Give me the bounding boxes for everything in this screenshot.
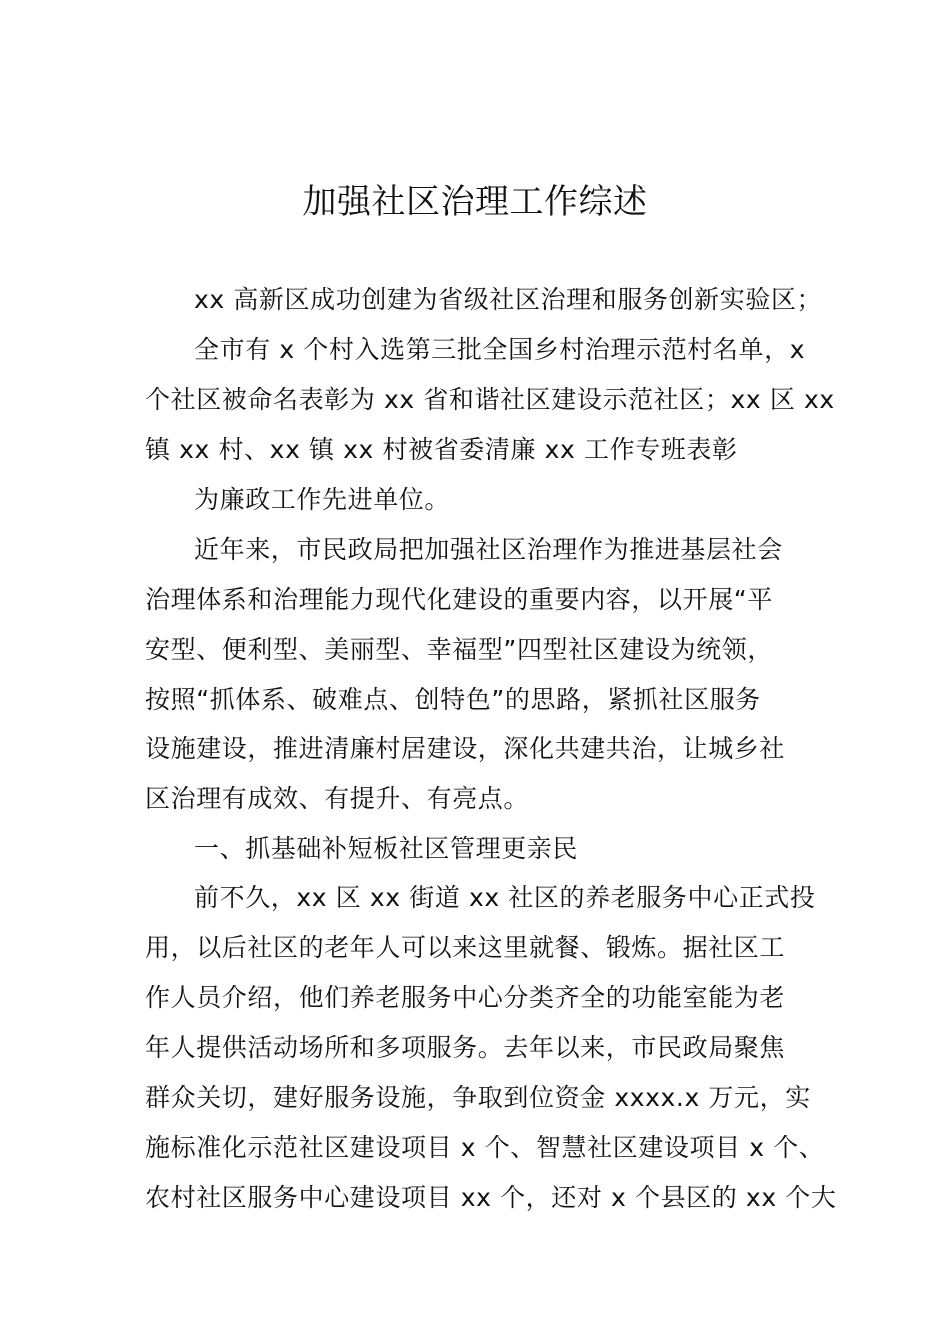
text-line-17: 群众关切，建好服务设施，争取到位资金 xxxx.x 万元，实 bbox=[145, 1083, 811, 1112]
section-heading: 一、抓基础补短板社区管理更亲民 bbox=[194, 834, 579, 863]
text-line-5: 为廉政工作先进单位。 bbox=[194, 485, 451, 514]
text-line-3: 个社区被命名表彰为 xx 省和谐社区建设示范社区；xx 区 xx bbox=[145, 385, 835, 414]
text-line-11: 区治理有成效、有提升、有亮点。 bbox=[145, 784, 530, 813]
text-line-19: 农村社区服务中心建设项目 xx 个，还对 x 个县区的 xx 个大 bbox=[145, 1183, 837, 1212]
text-line-1: xx 高新区成功创建为省级社区治理和服务创新实验区； bbox=[194, 285, 823, 314]
document-title: 加强社区治理工作综述 bbox=[302, 182, 648, 222]
text-line-15: 作人员介绍，他们养老服务中心分类齐全的功能室能为老 bbox=[145, 983, 786, 1012]
text-line-13: 前不久，xx 区 xx 街道 xx 社区的养老服务中心正式投 bbox=[194, 883, 816, 912]
text-line-10: 设施建设，推进清廉村居建设，深化共建共治，让城乡社 bbox=[145, 734, 786, 763]
text-line-9: 按照“抓体系、破难点、创特色”的思路，紧抓社区服务 bbox=[145, 685, 761, 714]
text-line-16: 年人提供活动场所和多项服务。去年以来，市民政局聚焦 bbox=[145, 1033, 786, 1062]
text-line-7: 治理体系和治理能力现代化建设的重要内容，以开展“平 bbox=[145, 585, 773, 614]
text-line-4: 镇 xx 村、xx 镇 xx 村被省委清廉 xx 工作专班表彰 bbox=[145, 435, 738, 464]
text-line-8: 安型、便利型、美丽型、幸福型”四型社区建设为统领， bbox=[145, 635, 773, 664]
text-line-14: 用，以后社区的老年人可以来这里就餐、锻炼。据社区工 bbox=[145, 933, 786, 962]
text-line-18: 施标准化示范社区建设项目 x 个、智慧社区建设项目 x 个、 bbox=[145, 1133, 825, 1162]
text-line-2: 全市有 x 个村入选第三批全国乡村治理示范村名单，x bbox=[194, 335, 806, 364]
text-line-6: 近年来，市民政局把加强社区治理作为推进基层社会 bbox=[194, 535, 783, 564]
